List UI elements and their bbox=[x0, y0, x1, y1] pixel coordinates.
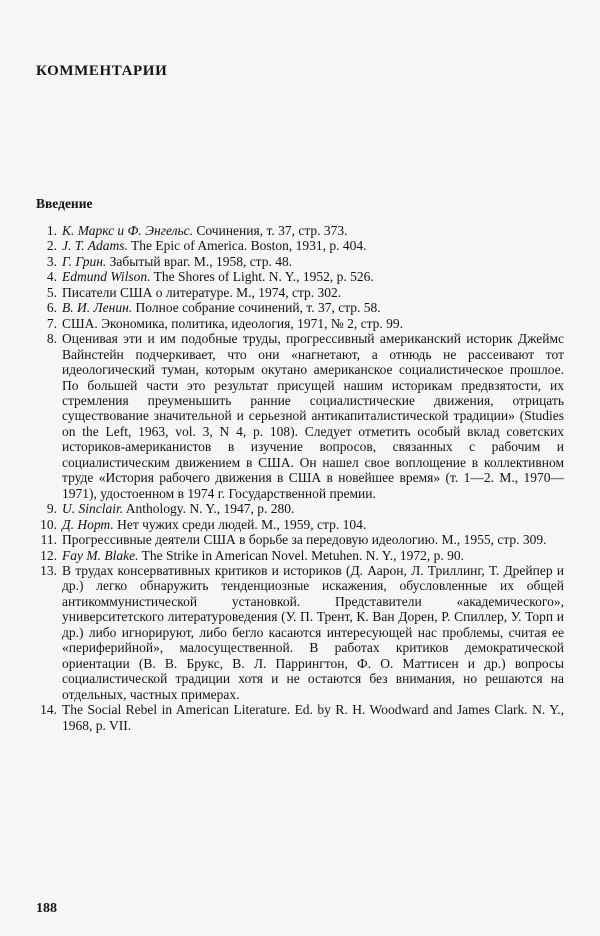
note-9 bbox=[36, 501, 564, 516]
note-number: 6. bbox=[46, 300, 57, 316]
note-author: К. Маркс и Ф. Энгельс. bbox=[62, 223, 194, 238]
note-text bbox=[62, 563, 564, 702]
note-11 bbox=[36, 532, 564, 547]
note-author: J. T. Adams. bbox=[62, 238, 128, 254]
note-text bbox=[62, 532, 564, 547]
note-number: 10. bbox=[40, 516, 57, 532]
note-body: Anthology. N. Y., 1947, p. 280. bbox=[125, 501, 295, 517]
note-body: Писатели США о литературе. М., 1974, стр. 302. bbox=[62, 284, 342, 300]
note-number: 8. bbox=[46, 331, 57, 347]
note-1 bbox=[36, 223, 564, 238]
note-number: 1. bbox=[46, 223, 57, 238]
note-author: Fay M. Blake. bbox=[62, 547, 139, 563]
note-2 bbox=[36, 238, 564, 253]
note-body: The Shores of Light. N. Y., 1952, p. 526. bbox=[153, 269, 374, 285]
note-text bbox=[62, 702, 564, 733]
note-number: 7. bbox=[46, 315, 57, 331]
note-number: 3. bbox=[46, 253, 57, 269]
note-text bbox=[62, 331, 564, 501]
section-title: Введение bbox=[36, 196, 93, 211]
note-5 bbox=[36, 285, 564, 300]
note-14 bbox=[36, 702, 564, 733]
note-text bbox=[62, 223, 564, 238]
note-text bbox=[62, 269, 564, 284]
note-text bbox=[62, 285, 564, 300]
note-text bbox=[62, 254, 564, 269]
note-number: 9. bbox=[46, 501, 57, 517]
note-author: Г. Грин. bbox=[62, 253, 107, 269]
note-author: В. И. Ленин. bbox=[62, 300, 133, 316]
note-body: The Strike in American Novel. Metuhen. N. Y., 1972, p. 90. bbox=[141, 547, 465, 563]
note-body: Оценивая эти и им подобные труды, прогрессивный американский историк Джеймс Вайнстейн подчеркивает, что они «нагнетают, а отнюдь не рассеивают тот идеологический туман, которым окутано американское социалистическое прошлое. По большей части это результат присущей нашим историкам предвзятости, их стремления преуменьшить ранние социалистические движения, отрицать существование значительной и серьезной антикапиталистической традиции» (Studies on the Left, 1963, vol. 3, N 4, p. 108). Следует отметить особый вклад советских историков-американистов в изучение вопросов, связанных с рабочим и социалистическим движением в США. Он нашел свое воплощение в коллективном труде «История рабочего движения в США в новейшее время» (т. 1—2. М., 1970—1971), удостоенном в 1974 г. Государственной премии. bbox=[62, 331, 564, 501]
note-10 bbox=[36, 517, 564, 532]
note-3 bbox=[36, 254, 564, 269]
note-body: Забытый враг. М., 1958, стр. 48. bbox=[109, 253, 293, 269]
note-author: Д. Норт. bbox=[62, 516, 114, 532]
note-body: Сочинения, т. 37, стр. 373. bbox=[196, 223, 348, 238]
note-text bbox=[62, 548, 564, 563]
note-text bbox=[62, 501, 564, 516]
note-author: Edmund Wilson. bbox=[62, 269, 151, 285]
note-body: The Social Rebel in American Literature. Ed. by R. H. Woodward and James Clark. N. Y., 1968, p. VII. bbox=[62, 702, 564, 733]
page-number: 188 bbox=[36, 901, 57, 916]
note-text bbox=[62, 238, 564, 253]
note-12 bbox=[36, 548, 564, 563]
note-text bbox=[62, 300, 564, 315]
note-number: 2. bbox=[46, 238, 57, 254]
note-body: Полное собрание сочинений, т. 37, стр. 58. bbox=[135, 300, 381, 316]
note-author: U. Sinclair. bbox=[62, 501, 124, 517]
notes-list bbox=[36, 223, 564, 733]
note-8 bbox=[36, 331, 564, 501]
note-body: Нет чужих среди людей. М., 1959, стр. 104. bbox=[117, 516, 367, 532]
note-number: 12. bbox=[40, 547, 57, 563]
note-number: 14. bbox=[40, 702, 57, 718]
note-text bbox=[62, 517, 564, 532]
note-number: 11. bbox=[40, 532, 57, 548]
page-heading: КОММЕНТАРИИ bbox=[36, 63, 168, 79]
note-4 bbox=[36, 269, 564, 284]
note-body: В трудах консервативных критиков и историков (Д. Аарон, Л. Триллинг, Т. Дрейпер и др.) легко обнаружить тенденциозные искажения, обусловленные их общей антикоммунистической установкой. Представители «академического», университетского литературоведения (У. П. Трент, К. Ван Дорен, Р. Спиллер, У. Торп и др.) либо игнорируют, либо бегло касаются интересующей нас проблемы, считая ее «периферийной», малосущественной. В работах критиков демократической ориентации (В. В. Брукс, В. Л. Паррингтон, Ф. О. Маттисен и др.) вопросы социалистической традиции хотя и не остаются без внимания, но решаются на отдельных, частных примерах. bbox=[62, 562, 564, 702]
note-6 bbox=[36, 300, 564, 315]
note-text bbox=[62, 316, 564, 331]
note-body: США. Экономика, политика, идеология, 1971, № 2, стр. 99. bbox=[62, 315, 404, 331]
note-7 bbox=[36, 316, 564, 331]
note-number: 5. bbox=[46, 284, 57, 300]
note-13 bbox=[36, 563, 564, 702]
note-body: The Epic of America. Boston, 1931, p. 404. bbox=[131, 238, 367, 254]
note-number: 13. bbox=[40, 562, 57, 578]
note-number: 4. bbox=[46, 269, 57, 285]
note-body: Прогрессивные деятели США в борьбе за передовую идеологию. М., 1955, стр. 309. bbox=[62, 532, 547, 548]
